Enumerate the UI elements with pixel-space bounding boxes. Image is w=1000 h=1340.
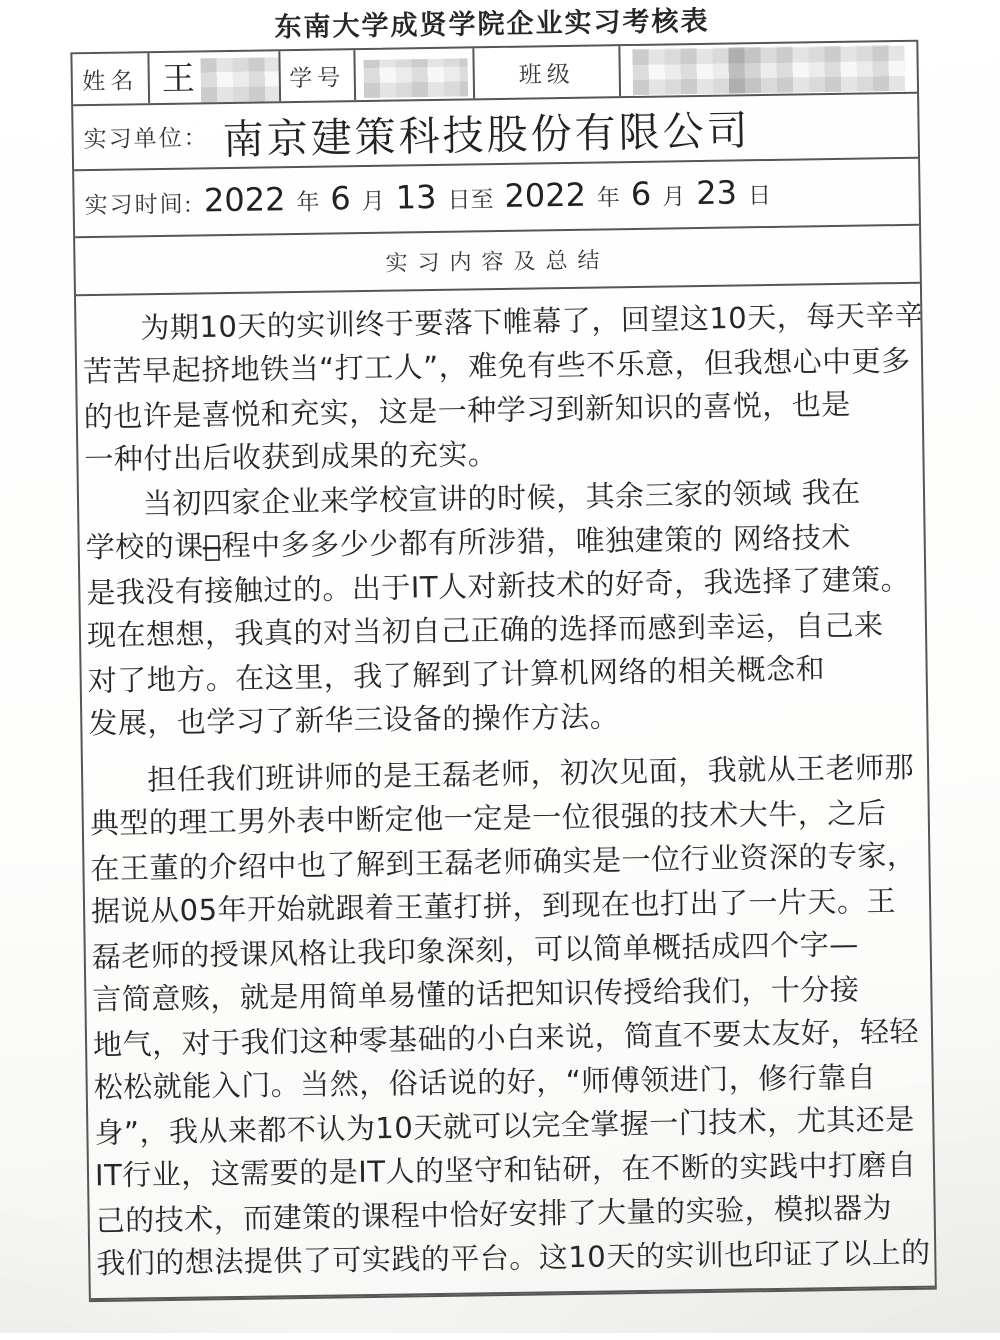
time-segment: 6 (330, 179, 352, 218)
essay-paragraph (85, 470, 921, 746)
name-value-cell (149, 51, 281, 103)
name-redaction-mosaic (200, 57, 279, 102)
essay-line: 在王董的介绍中也了解到王磊老师确实是一位行业资深的专家， (90, 837, 917, 886)
page-title: 东南大学成贤学院企业实习考核表 (274, 5, 710, 43)
essay-content (76, 284, 935, 1300)
name-value: 王 (161, 57, 196, 98)
essay-line: 的也许是喜悦和充实，这是一种学习到新知识的喜悦，也是 (83, 387, 851, 435)
essay-line: 苦苦早起挤地铁当“打工人”，难免有些不乐意，但我想心中更多 (82, 343, 911, 389)
time-segment: 年 (596, 185, 621, 211)
time-segment: 日 (747, 182, 772, 209)
essay-line: 身”，我从来都不认为10天就可以完全掌握一门技术，尤其还是 (94, 1102, 916, 1150)
essay-line: 松松就能入门。当然，俗话说的好，“师傅领进门，修行靠自 (93, 1060, 877, 1105)
essay-line: 当初四家企业来学校宣讲的时候，其余三家的领域 我在 (142, 474, 862, 522)
internship-unit-label: 实习单位： (83, 125, 209, 153)
essay-line: 据说从05年开始就跟着王董打拼，到现在也打出了一片天。王 (90, 883, 897, 929)
time-segment: 2022 (504, 175, 587, 215)
internship-unit-value: 南京建策科技股份有限公司 (222, 106, 752, 164)
class-redaction-mosaic (632, 45, 905, 95)
time-segment: 2022 (203, 180, 286, 220)
essay-paragraph (89, 746, 929, 1286)
time-segment: 23 (695, 173, 738, 213)
essay-line: IT行业，这需要的是IT人的坚守和钻研，在不断的实践中打磨自 (94, 1147, 917, 1193)
name-label: 姓名 (72, 53, 150, 104)
time-segment: 6 (630, 174, 652, 214)
assessment-table (70, 40, 936, 1302)
essay-line: 磊老师的授课风格让我印象深刻，可以简单概括成四个字— (91, 926, 859, 974)
student-id-redaction-mosaic (364, 58, 469, 98)
essay-line: 言简意赅，就是用简单易懂的话把知识传授给我们，十分接 (92, 972, 860, 1017)
essay-line: 是我没有接触过的。出于IT人对新技术的好奇，我选择了建策。 (86, 562, 911, 611)
class-cell (620, 42, 917, 96)
time-segment: 13 (395, 177, 437, 217)
time-segment: 年 (296, 189, 320, 215)
essay-line: 典型的理工男外表中断定他一定是一位很强的技术大牛，之后 (89, 795, 887, 841)
internship-time-row (74, 159, 919, 239)
essay-line: 对了地方。在这里，我了解到了计算机网络的相关概念和 (87, 651, 826, 698)
essay-line: 学校的课种̶程中多多少少都有所涉猎，唯独建策的 网络技术 (85, 520, 852, 565)
essay-line: 为期10天的实训终于要落下帷幕了，回望这10天，每天辛辛 (140, 297, 925, 346)
essay-line: 一种付出后收获到成果的充实。 (84, 437, 498, 477)
essay-line: 己的技术，而建策的课程中恰好安排了大量的实验，模拟器为 (95, 1190, 893, 1238)
time-segment: 日至 (447, 187, 494, 213)
class-label: 班级 (474, 46, 621, 98)
essay-line: 地气，对于我们这种零基础的小白来说，简直不要太友好，轻轻 (92, 1013, 920, 1062)
section-header: 实习内容及总结 (385, 246, 610, 276)
essay-paragraph (82, 294, 925, 482)
student-id-cell (355, 48, 475, 100)
essay-line: 我们的想法提供了可实践的平台。这10天的实训也印证了以上的 (96, 1235, 931, 1281)
essay-line: 发展，也学习了新华三设备的操作方法。 (88, 699, 620, 741)
time-segment: 月 (662, 184, 686, 210)
essay-line: 担任我们班讲师的是王磊老师，初次见面，我就从王老师那 (146, 750, 915, 798)
internship-time-label: 实习时间: (84, 191, 194, 219)
essay-line: 现在想想，我真的对当初自己正确的选择而感到幸运，自己来 (86, 607, 884, 653)
internship-time-value (193, 173, 772, 220)
time-segment: 月 (361, 188, 385, 215)
student-id-label: 学号 (280, 50, 356, 101)
